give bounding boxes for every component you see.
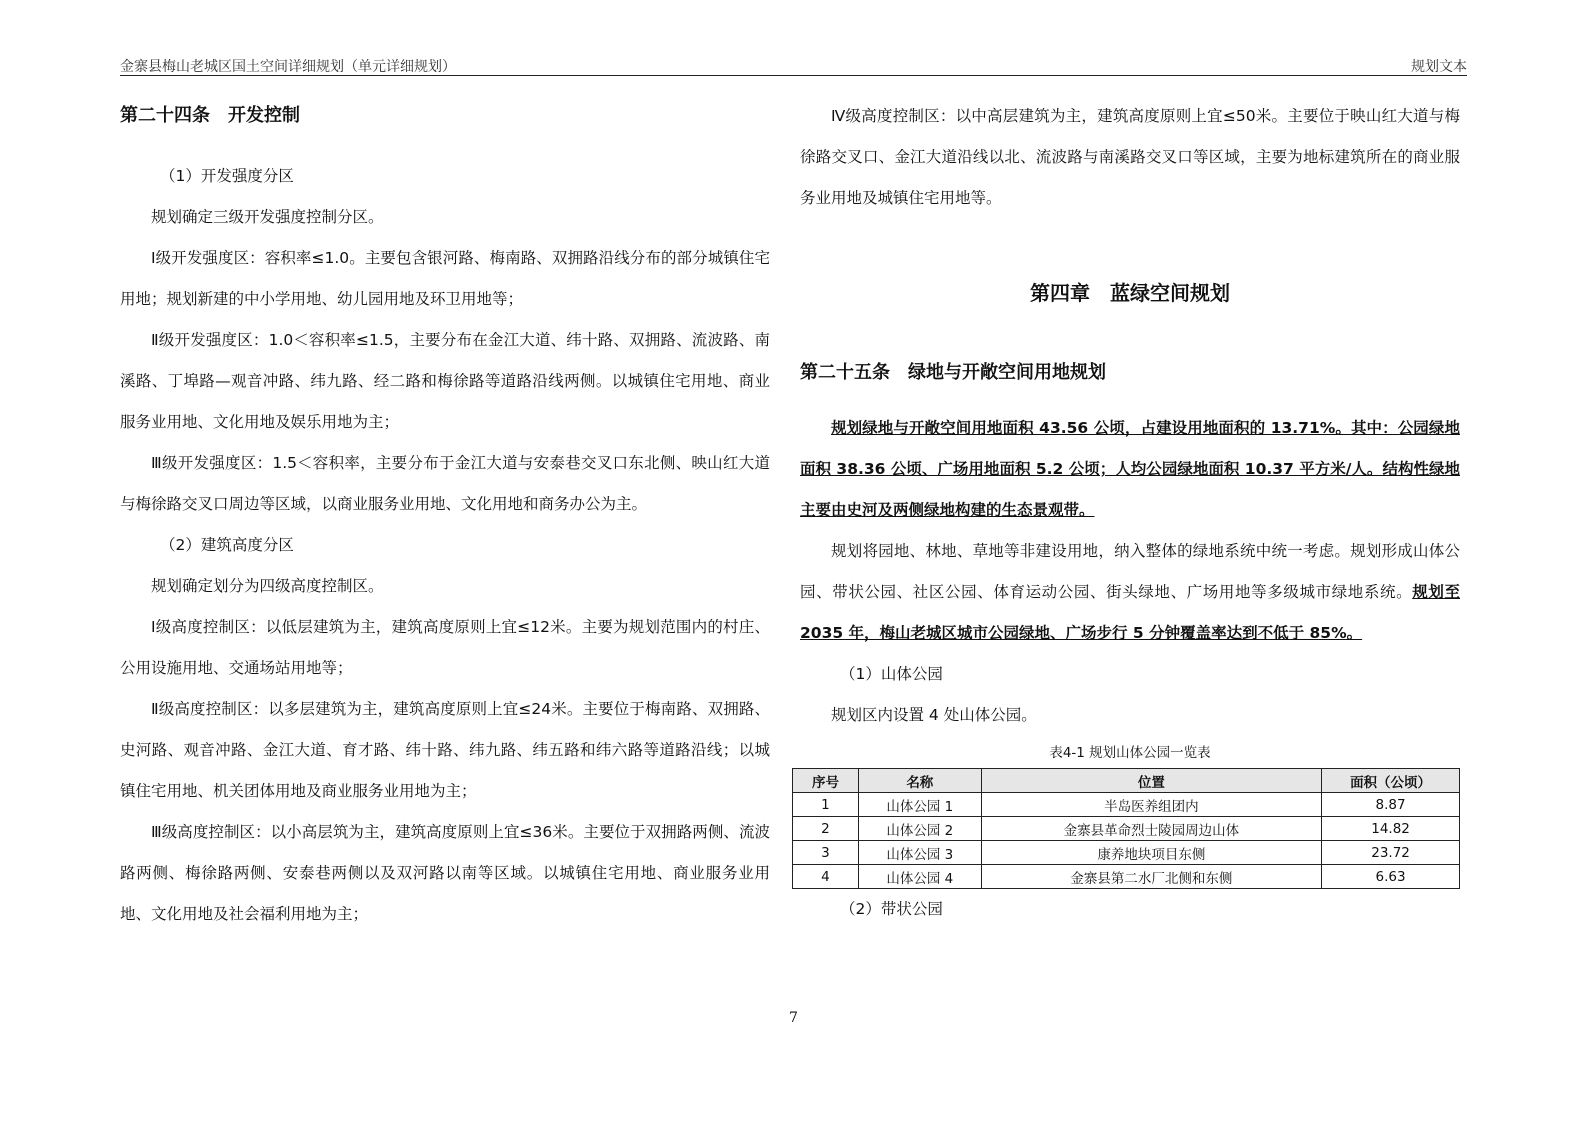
table-caption: 表4-1 规划山体公园一览表 [1049,745,1211,761]
table-cell: 金寨县第二水厂北侧和东侧 [981,865,1321,889]
table-cell: 山体公园 1 [858,793,981,817]
header-cell: 名称 [858,769,981,793]
page-number: 7 [789,1010,798,1026]
article-24-title: 第二十四条 开发控制 [120,105,300,126]
paragraph: 规划确定划分为四级高度控制区。 [151,577,384,595]
table-cell: 23.72 [1322,841,1460,865]
document-title: 金寨县梅山老城区国土空间详细规划（单元详细规划） [120,59,456,75]
table-cell: 山体公园 4 [858,865,981,889]
paragraph: Ⅰ级开发强度区：容积率≤1.0。主要包含银河路、梅南路、双拥路沿线分布的部分城镇住宅用地；规划新建的中小学用地、幼儿园用地及环卫用地等； [120,249,770,308]
left-column [120,96,770,935]
table-cell: 8.87 [1322,793,1460,817]
article-25-title: 第二十五条 绿地与开敞空间用地规划 [800,362,1106,383]
highlighted-paragraph: 规划绿地与开敞空间用地面积 43.56 公顷，占建设用地面积的 13.71%。其中：公园绿地面积 38.36 公顷、广场用地面积 5.2 公顷；人均公园绿地面积 10.37 平方米/人。结构性绿地主要由史河及两侧绿地构建的生态景观带。 [800,419,1460,519]
header-cell: 位置 [981,769,1321,793]
paragraph: Ⅱ级高度控制区：以多层建筑为主，建筑高度原则上宜≤24米。主要位于梅南路、双拥路、史河路、观音冲路、金江大道、育才路、纬十路、纬九路、纬五路和纬六路等道路沿线；以城镇住宅用地、机关团体用地及商业服务业用地为主； [120,700,770,800]
header-cell: 序号 [793,769,859,793]
table-row [793,793,1460,817]
table-cell: 6.63 [1322,865,1460,889]
paragraph: Ⅱ级开发强度区：1.0＜容积率≤1.5，主要分布在金江大道、纬十路、双拥路、流波路、南溪路、丁埠路—观音冲路、纬九路、经二路和梅徐路等道路沿线两侧。以城镇住宅用地、商业服务业用地、文化用地及娱乐用地为主； [120,331,770,431]
table-row [793,817,1460,841]
page-header [120,52,1467,76]
paragraph: 规划区内设置 4 处山体公园。 [831,706,1037,724]
header-cell: 面积（公顷） [1322,769,1460,793]
highlighted-text: 规划至 2035 年，梅山老城区城市公园绿地、广场步行 5 分钟覆盖率达到不低于 85%。 [800,583,1460,642]
table-header-row [793,769,1460,793]
table-cell: 山体公园 3 [858,841,981,865]
table-cell: 2 [793,817,859,841]
table-row [793,865,1460,889]
table-cell: 金寨县革命烈士陵园周边山体 [981,817,1321,841]
paragraph: 规划确定三级开发强度控制分区。 [151,208,384,226]
table-cell: 14.82 [1322,817,1460,841]
section-building-height-title: （2）建筑高度分区 [160,536,294,554]
table-cell: 4 [793,865,859,889]
mountain-park-table [792,768,1460,889]
paragraph [800,531,1460,654]
section-mountain-park-title: （1）山体公园 [840,665,943,683]
table-cell: 1 [793,793,859,817]
right-column [800,96,1460,930]
table-cell: 康养地块项目东侧 [981,841,1321,865]
paragraph: Ⅲ级高度控制区：以小高层筑为主，建筑高度原则上宜≤36米。主要位于双拥路两侧、流波路两侧、梅徐路两侧、安泰巷两侧以及双河路以南等区域。以城镇住宅用地、商业服务业用地、文化用地及社会福利用地为主； [120,823,770,923]
section-strip-park-title: （2）带状公园 [840,900,943,918]
section-development-intensity-title: （1）开发强度分区 [160,167,294,185]
paragraph: Ⅳ级高度控制区：以中高层建筑为主，建筑高度原则上宜≤50米。主要位于映山红大道与梅徐路交叉口、金江大道沿线以北、流波路与南溪路交叉口等区域，主要为地标建筑所在的商业服务业用地及城镇住宅用地等。 [800,107,1460,207]
paragraph: Ⅲ级开发强度区：1.5＜容积率，主要分布于金江大道与安泰巷交叉口东北侧、映山红大道与梅徐路交叉口周边等区域，以商业服务业用地、文化用地和商务办公为主。 [120,454,770,513]
table-cell: 山体公园 2 [858,817,981,841]
table-cell: 半岛医养组团内 [981,793,1321,817]
document-type: 规划文本 [1411,59,1467,75]
paragraph-text: 规划将园地、林地、草地等非建设用地，纳入整体的绿地系统中统一考虑。规划形成山体公园、带状公园、社区公园、体育运动公园、街头绿地、广场用地等多级城市绿地系统。 [800,542,1460,601]
table-cell: 3 [793,841,859,865]
paragraph: Ⅰ级高度控制区：以低层建筑为主，建筑高度原则上宜≤12米。主要为规划范围内的村庄、公用设施用地、交通场站用地等； [120,618,770,677]
table-row [793,841,1460,865]
chapter-title: 第四章 蓝绿空间规划 [1030,281,1230,305]
